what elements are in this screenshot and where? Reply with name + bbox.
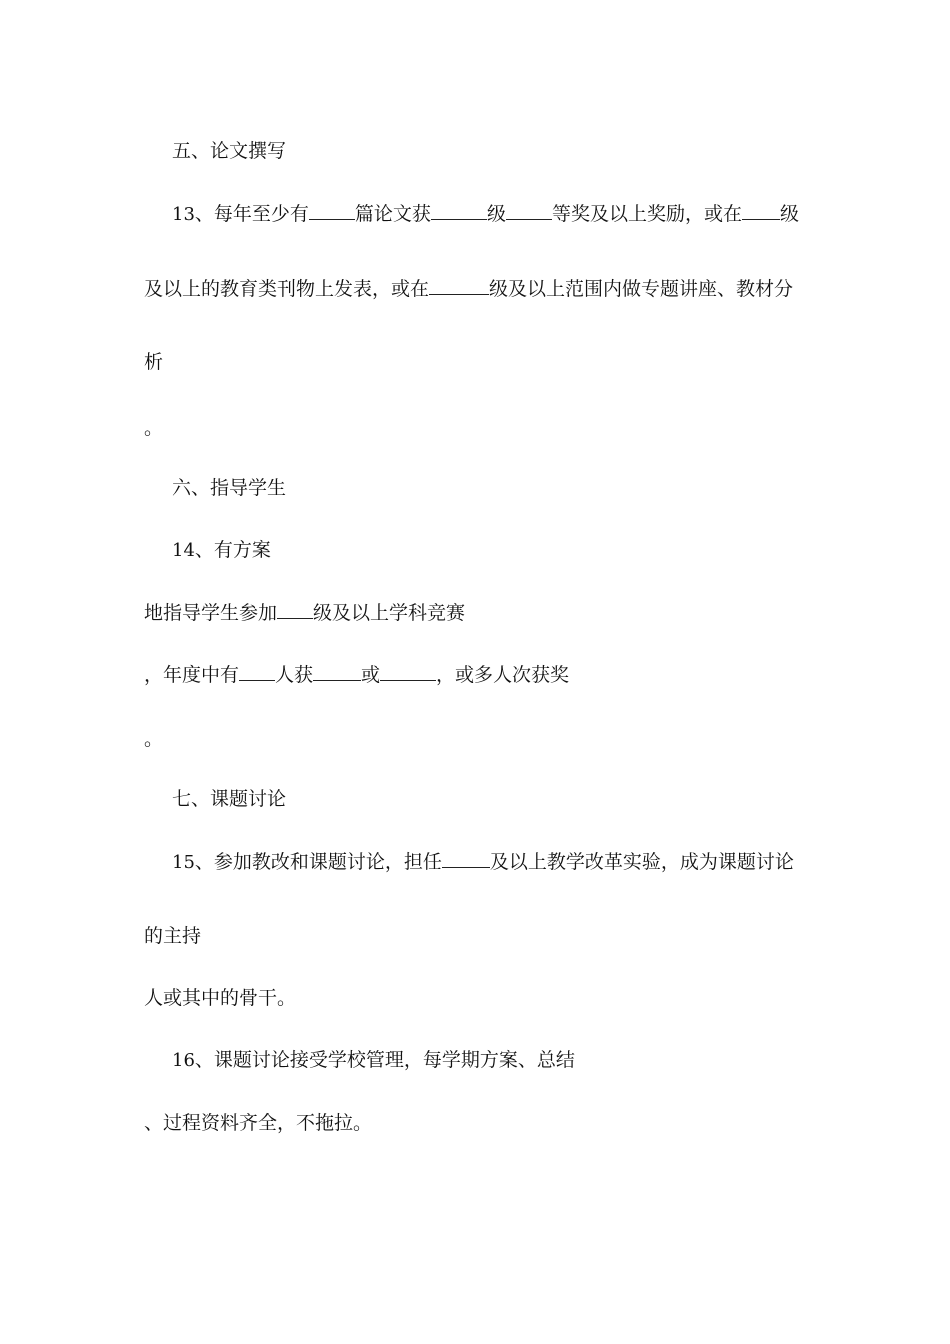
- blank-field: [742, 201, 780, 220]
- item-13-text-9: 。: [144, 417, 164, 439]
- item-15-text-1: 、参加教改和课题讨论，担任: [194, 851, 442, 873]
- blank-field: [239, 662, 275, 681]
- blank-field: [442, 849, 490, 868]
- item-15-text-2: 及以上教学改革实验，成为课题讨论: [489, 851, 794, 873]
- item-16-text-2: 、过程资料齐全，不拖拉。: [144, 1112, 373, 1134]
- item-14-line-3: [144, 662, 569, 687]
- section-heading-seven-text: 七、课题讨论: [172, 788, 287, 810]
- item-16-line-2: [144, 1111, 372, 1135]
- blank-field: [309, 201, 355, 220]
- item-15-line-3: [144, 986, 296, 1010]
- item-14-text-1: 、有方案: [194, 539, 271, 561]
- item-13-line-2: [144, 276, 793, 301]
- blank-field: [277, 600, 313, 619]
- item-15-text-4: 人或其中的骨干。: [144, 987, 297, 1009]
- item-14-line-4: [144, 727, 163, 751]
- item-15-text-3: 的主持: [144, 925, 202, 947]
- item-14-text-6: 或: [361, 664, 381, 686]
- item-14-text-8: 。: [144, 728, 164, 750]
- section-heading-seven: [172, 787, 286, 811]
- section-heading-six: [172, 476, 286, 500]
- item-15-line-2: [144, 924, 201, 948]
- blank-field: [313, 662, 361, 681]
- item-13-number: 13: [172, 204, 195, 225]
- item-13-line-3: [144, 350, 163, 374]
- blank-field: [431, 201, 487, 220]
- item-14-text-7: ，或多人次获奖: [436, 664, 570, 686]
- item-14-text-4: ，年度中有: [144, 664, 240, 686]
- item-16-text-1: 、课题讨论接受学校管理，每学期方案、总结: [194, 1049, 575, 1071]
- item-13-line-1: [172, 201, 799, 227]
- item-13-text-7: 级及以上范围内做专题讲座、教材分: [489, 278, 794, 300]
- item-13-text-3: 级: [486, 203, 506, 225]
- item-13-text-8: 析: [144, 351, 164, 373]
- item-13-text-2: 篇论文获: [354, 203, 431, 225]
- blank-field: [380, 662, 436, 681]
- item-14-text-2: 地指导学生参加: [144, 602, 278, 624]
- item-13-text-6: 及以上的教育类刊物上发表，或在: [144, 278, 430, 300]
- section-heading-six-text: 六、指导学生: [172, 477, 287, 499]
- item-14-text-5: 人获: [275, 664, 314, 686]
- item-14-number: 14: [172, 540, 195, 561]
- item-13-text-4: 等奖及以上奖励，或在: [551, 203, 742, 225]
- item-16-line-1: [172, 1048, 575, 1073]
- item-15-line-1: [172, 849, 794, 875]
- blank-field: [506, 201, 552, 220]
- item-14-line-1: [172, 538, 271, 563]
- item-16-number: 16: [172, 1050, 195, 1071]
- section-heading-five-text: 五、论文撰写: [172, 140, 287, 162]
- item-13-text-1: 、每年至少有: [194, 203, 309, 225]
- section-heading-five: [172, 139, 286, 163]
- item-14-line-2: [144, 600, 465, 625]
- item-13-text-5: 级: [779, 203, 799, 225]
- item-13-line-4: [144, 416, 163, 440]
- item-15-number: 15: [172, 852, 195, 873]
- blank-field: [429, 276, 489, 295]
- item-14-text-3: 级及以上学科竞赛: [313, 602, 466, 624]
